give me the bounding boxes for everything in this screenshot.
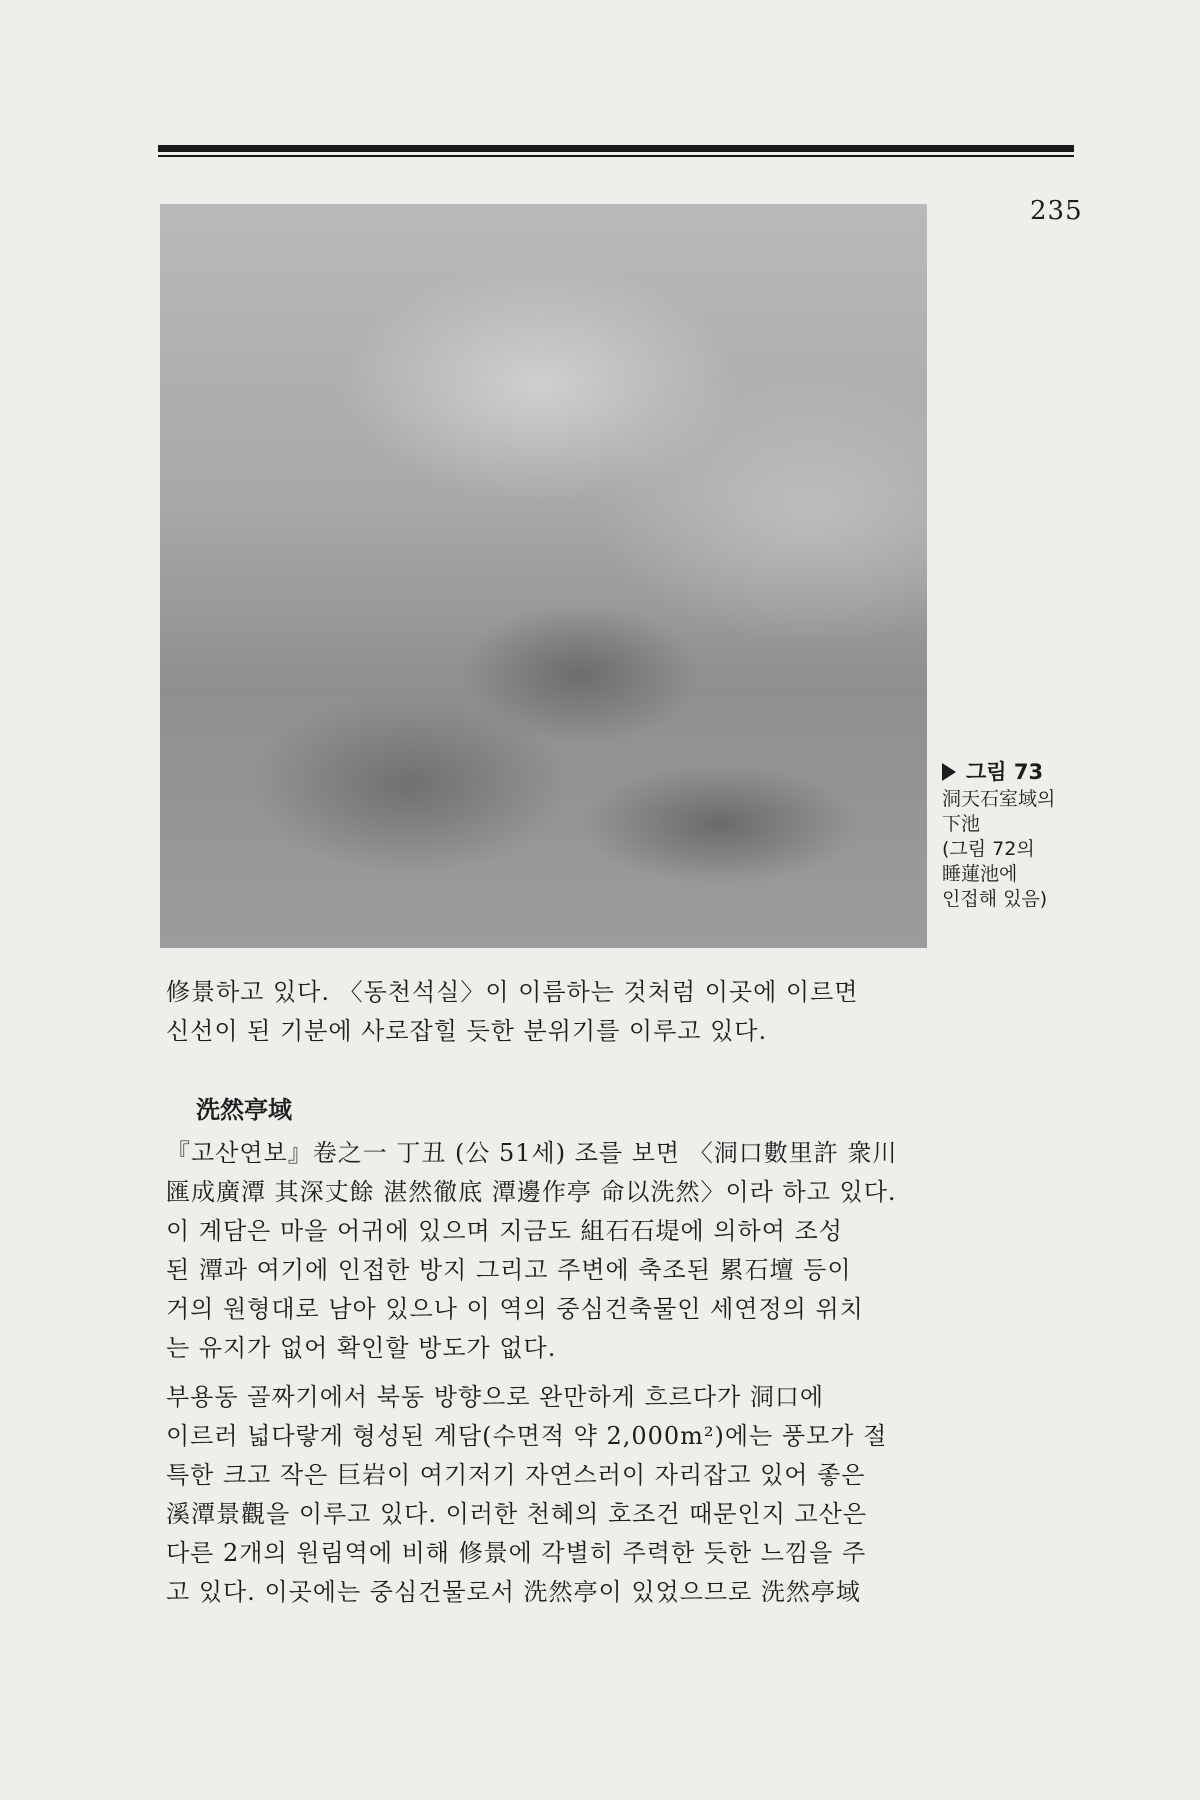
- text-line: 이 계담은 마을 어귀에 있으며 지금도 組石石堤에 의하여 조성: [166, 1217, 843, 1245]
- caption-line: 인접해 있음): [942, 888, 1048, 910]
- text-line: 특한 크고 작은 巨岩이 여기저기 자연스러이 자리잡고 있어 좋은: [166, 1461, 866, 1489]
- body-paragraph-2: [166, 1378, 926, 1612]
- caption-line: (그림 72의: [942, 838, 1035, 860]
- text-line: 는 유지가 없어 확인할 방도가 없다.: [166, 1334, 557, 1362]
- figure-label-text: 그림 73: [966, 760, 1044, 784]
- figure-label: [942, 760, 1092, 785]
- text-line: 거의 원형대로 남아 있으나 이 역의 중심건축물인 세연정의 위치: [166, 1295, 864, 1323]
- header-rule-thin: [158, 155, 1074, 157]
- caption-line: 下池: [942, 813, 981, 835]
- figure-caption: [942, 760, 1092, 912]
- caption-line: 睡蓮池에: [942, 863, 1018, 885]
- caption-line: 洞天石室域의: [942, 788, 1056, 810]
- text-line: 匯成廣潭 其深丈餘 湛然徹底 潭邊作亭 命以洗然〉이라 하고 있다.: [166, 1178, 897, 1206]
- text-line: 고 있다. 이곳에는 중심건물로서 洗然亭이 있었으므로 洗然亭域: [166, 1578, 861, 1606]
- text-line: 신선이 된 기분에 사로잡힐 듯한 분위기를 이루고 있다.: [166, 1017, 768, 1045]
- text-line: 『고산연보』卷之一 丁丑 (公 51세) 조를 보면 〈洞口數里許 衆川: [166, 1139, 898, 1167]
- header-rule-thick: [158, 145, 1074, 152]
- text-line: 修景하고 있다. 〈동천석실〉이 이름하는 것처럼 이곳에 이르면: [166, 978, 859, 1006]
- text-line: 된 潭과 여기에 인접한 방지 그리고 주변에 축조된 累石壇 등이: [166, 1256, 852, 1284]
- figure-photo: [160, 204, 927, 948]
- text-line: 다른 2개의 원림역에 비해 修景에 각별히 주력한 듯한 느낌을 주: [166, 1539, 867, 1567]
- section-heading: 洗然亭域: [196, 1096, 292, 1124]
- text-line: 溪潭景觀을 이루고 있다. 이러한 천혜의 호조건 때문인지 고산은: [166, 1500, 868, 1528]
- body-paragraph-1: [166, 1134, 926, 1368]
- page-number: 235: [1030, 196, 1083, 226]
- intro-paragraph: [166, 973, 926, 1051]
- text-line: 이르러 넓다랗게 형성된 계담(수면적 약 2,000m²)에는 풍모가 절: [166, 1422, 888, 1450]
- text-line: 부용동 골짜기에서 북동 방향으로 완만하게 흐르다가 洞口에: [166, 1383, 825, 1411]
- triangle-marker-icon: [942, 763, 956, 781]
